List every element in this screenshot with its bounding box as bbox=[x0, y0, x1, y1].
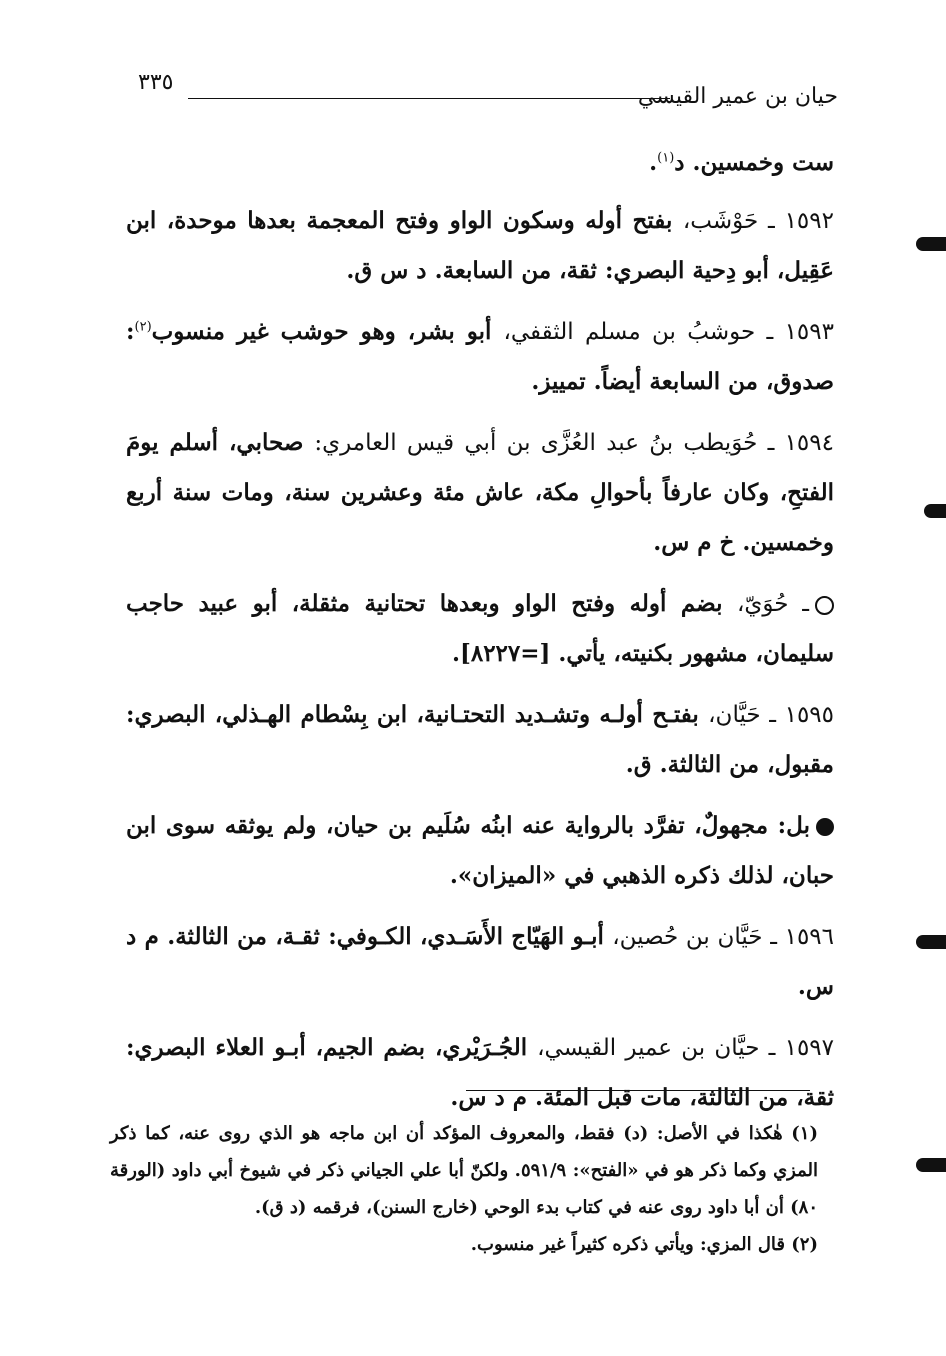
entry-sigla: ق. bbox=[625, 751, 660, 778]
entry-number: ١٥٩٥ ـ bbox=[769, 702, 835, 728]
bullet-dot-icon bbox=[816, 818, 834, 836]
entry-name: حيَّان بن عمير القيسي، bbox=[537, 1035, 760, 1061]
footnote-separator bbox=[466, 1090, 810, 1091]
entry-number: ١٥٩٧ ـ bbox=[768, 1035, 835, 1061]
entry-sigla: تمييز. bbox=[531, 368, 594, 395]
note-text: بل: مجهولٌ، تفرَّد بالرواية عنه ابنُه سُلَيم بن حيان، ولم يوثقه سوى ابن حبان، لذلك ذكره الذهبي في «الميزان». bbox=[126, 812, 834, 889]
entry-1593 bbox=[126, 307, 834, 407]
header-title: حيان بن عمير القيسي bbox=[637, 84, 838, 109]
entry-sigla: خ م س. bbox=[653, 529, 743, 556]
entry-name: حَيَّان بن حُصين، bbox=[612, 924, 763, 950]
footnote-ref-2[interactable]: (٢) bbox=[134, 319, 152, 335]
entry-number: ١٥٩٤ ـ bbox=[767, 430, 834, 456]
entry-text: أبو بشر، وهو حوشب غير منسوب bbox=[151, 318, 504, 345]
footnote-2: (٢) قال المزي: ويأتي ذكره كثيراً غير منسوب. bbox=[470, 1234, 818, 1255]
running-header bbox=[138, 70, 838, 110]
entry-number: ١٥٩٦ ـ bbox=[770, 924, 835, 950]
footnote-ref-1[interactable]: (١) bbox=[657, 150, 675, 166]
entry-1595 bbox=[126, 690, 834, 790]
entry-text: بضم أوله وفتح الواو وبعدها تحتانية مثقلة، أبو عبيد حاجب سليمان، مشهور بكنيته، يأتي. [=٨٢٢٧]. bbox=[126, 590, 834, 667]
entry-name: حَيَّان، bbox=[708, 702, 761, 728]
entry-text: بفتـح أولـه وتشـديد التحتـانية، ابن بِسْطام الهـذلي، البصري: مقبول، من الثالثة. bbox=[126, 701, 834, 778]
entry-number: ١٥٩٣ ـ bbox=[766, 319, 834, 345]
entry-text: أبـو الهَيّاج الأَسَـدي، الكـوفي: ثقـة، من الثالثة. bbox=[167, 923, 613, 950]
page-number: ٣٣٥ bbox=[138, 70, 174, 95]
entry-1592 bbox=[126, 196, 834, 296]
page-edge-mark bbox=[924, 504, 946, 518]
main-text bbox=[126, 138, 834, 1134]
editor-note bbox=[126, 801, 834, 901]
entry-1594 bbox=[126, 418, 834, 568]
entry-text: بفتح أوله وسكون الواو وفتح المعجمة بعدها موحدة، ابن عَقِيل، أبو دِحية البصري: ثقة، من السابعة. bbox=[126, 207, 834, 284]
entry-name: حوشبُ بن مسلم الثقفي، bbox=[503, 319, 756, 345]
entry-sigla: د س ق. bbox=[346, 257, 435, 284]
entry-huwayy bbox=[126, 579, 834, 679]
footnote-1: (١) هٰكذا في الأصل: (د) فقط، والمعروف المؤكد أن ابن ماجه هو الذي روى عنه، كما ذكر المزي وكما ذكر هو في «الفتح»: ٥٩١/٩. ولكنّ أبا علي الجياني ذكر في شيوخ أبي داود (الورقة ٨٠) أن أبا داود روى عنه في كتاب بدء الوحي (خارج السنن)، فرقمه (د ق). bbox=[110, 1123, 818, 1218]
entry-1597 bbox=[126, 1023, 834, 1123]
page-edge-mark bbox=[916, 1158, 946, 1172]
entry-name: حُوَيطب بنُ عبد العُزَّى بن أبي قيس العامري: bbox=[314, 430, 758, 456]
entry-name: حَوْشَب، bbox=[682, 208, 759, 234]
entry-text: الجُـرَيْري، بضم الجيم، أبـو العلاء البصري: ثقة، من الثالثة، مات قبل المئة. bbox=[126, 1034, 834, 1111]
page-edge-mark bbox=[916, 935, 946, 949]
page-edge-mark bbox=[916, 237, 946, 251]
circle-marker-icon bbox=[815, 596, 834, 615]
entry-1596 bbox=[126, 912, 834, 1012]
entry-continuation: ست وخمسين. د$^{(١)}$. bbox=[649, 149, 834, 176]
entry-number: ١٥٩٢ ـ bbox=[768, 208, 834, 234]
entry-sigla: م د س. bbox=[450, 1084, 535, 1111]
entry-text-2: : صدوق، من السابعة أيضاً. bbox=[126, 318, 834, 395]
entry-name: ـ حُوَيّ، bbox=[736, 591, 810, 617]
footnotes bbox=[110, 1115, 818, 1263]
entry-sigla: م د س. bbox=[126, 923, 834, 1000]
entry-text: صحابي، أسلم يومَ الفتحِ، وكان عارفاً بأحوالِ مكة، عاش مئة وعشرين سنة، ومات سنة أربع وخمسين. bbox=[126, 429, 834, 556]
header-rule bbox=[188, 98, 670, 99]
